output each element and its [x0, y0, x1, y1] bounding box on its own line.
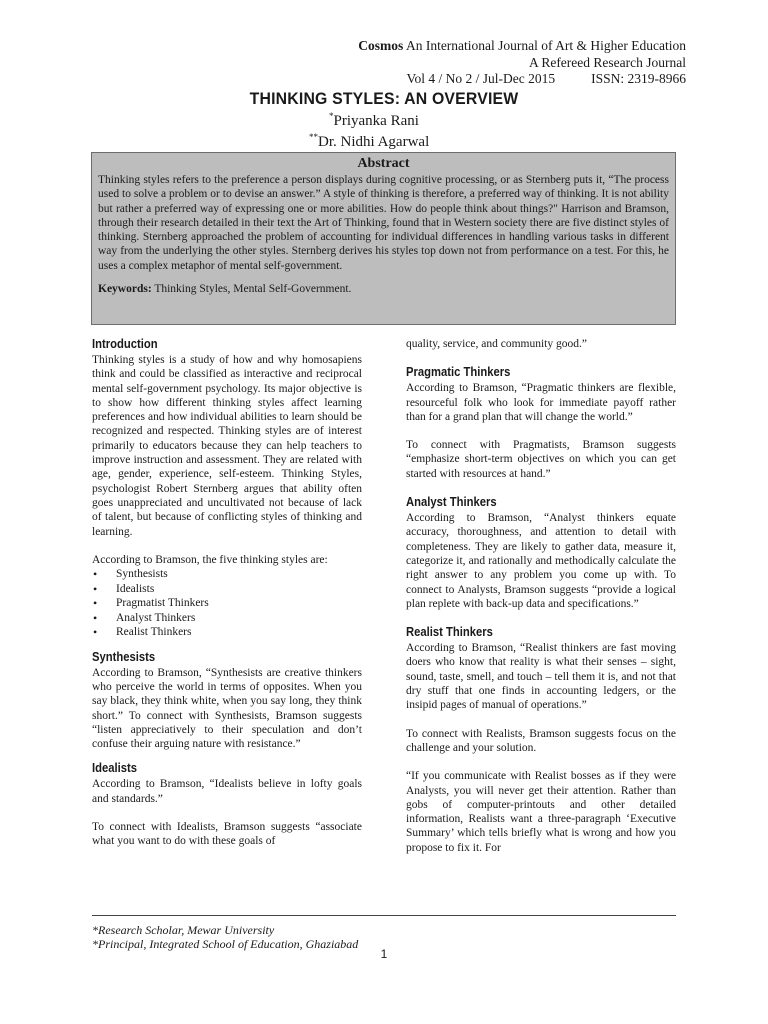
introduction-text: Thinking styles is a study of how and why homosapiens think and could be classified as interactive and reciprocal mental self-government psychology. Its major objective is to show how different thinking styles affect learning preferences and how individual abilities to learn should be recognized and respected. Thinking styles are of interest primarily to educators because they can help teachers to improve instruction and assessment. They are related with age, gender, experience, self-esteem. Thinking Styles, psychologist Robert Sternberg argues that ability often goes unappreciated and uncultivated not because of lack of talent, but because of conflicting styles of thinking and learning.	[92, 354, 362, 538]
journal-name: Cosmos	[358, 38, 404, 53]
journal-volume-line	[406, 70, 686, 87]
list-item: • Pragmatist Thinkers	[92, 596, 362, 611]
realist-connect-text: To connect with Realists, Bramson suggests focus on the challenge and your solution.	[406, 727, 676, 754]
author-1-mark: *	[329, 111, 334, 121]
list-item: • Idealists	[92, 582, 362, 597]
keywords	[98, 282, 669, 296]
left-column	[92, 337, 362, 849]
paper-title: THINKING STYLES: AN OVERVIEW	[249, 89, 519, 108]
author-2-mark: **	[309, 132, 318, 142]
keywords-text: Thinking Styles, Mental Self-Government.	[151, 283, 352, 296]
journal-subtitle: A Refereed Research Journal	[528, 55, 686, 70]
realist-quote-text: “If you communicate with Realist bosses as if they were Analysts, you will never get their attention. Rather than gobs of computer-printouts and other detailed information, Realists want a three-paragraph ‘Executive Summary’ which tells briefly what is wrong and how you propose to fix it. For	[406, 770, 676, 854]
section-heading-pragmatic: Pragmatic Thinkers	[406, 365, 511, 380]
pragmatic-connect-text: To connect with Pragmatists, Bramson suggests “emphasize short-term objectives on which you can get started with resources at hand.”	[406, 439, 676, 480]
journal-volume: Vol 4 / No 2 / Jul-Dec 2015	[406, 71, 556, 86]
section-heading-realist: Realist Thinkers	[406, 625, 493, 640]
analyst-text: According to Bramson, “Analyst thinkers equate accuracy, thoroughness, and attention to detail with completeness. They are likely to gather data, measure it, categorize it, and rationally and methodically calculate the right answer to any problem you come up with. To connect to Analysts, Bramson suggests “provide a logical plan replete with back-up data and specifications.”	[406, 512, 676, 610]
journal-header	[358, 37, 686, 54]
abstract-box	[91, 152, 676, 325]
author-1-name: Priyanka Rani	[333, 113, 419, 129]
section-heading-synthesists: Synthesists	[92, 649, 156, 664]
author-2-name: Dr. Nidhi Agarwal	[318, 134, 430, 150]
section-heading-introduction: Introduction	[92, 337, 158, 351]
author-2	[309, 134, 429, 151]
keywords-label: Keywords:	[98, 283, 152, 296]
idealists-text: According to Bramson, “Idealists believe in lofty goals and standards.”	[92, 778, 362, 805]
author-1	[329, 113, 419, 130]
journal-full-title: An International Journal of Art & Higher Education	[403, 38, 686, 53]
abstract-text: Thinking styles refers to the preference a person displays during cognitive processing, or as Sternberg puts it, “The process used to solve a problem or to devise an answer.” A style of thinking is therefore, a preferred way of thinking. It is not ability but rather a preferred way of expressing one or more abilities. How do people think about things?" Harrison and Bramson, through their research detailed in their text the Art of Thinking, found that in Western society there are five distinct styles of thinking. Sternberg approached the problem of accounting for individual differences in handling various tasks in different way from the underlying the other styles. Sternberg derives his styles top down not from performance on a test. For this, he uses a complex metaphor of mental self-government.	[98, 174, 669, 272]
list-item: • Synthesists	[92, 567, 362, 582]
abstract-heading: Abstract	[357, 156, 410, 171]
pragmatic-text: According to Bramson, “Pragmatic thinkers are flexible, resourceful folk who look for immediate payoff rather than for a grand plan that will change the world.”	[406, 382, 676, 423]
section-heading-analyst: Analyst Thinkers	[406, 495, 497, 510]
journal-issn: ISSN: 2319-8966	[591, 71, 686, 86]
idealists-continued-text: quality, service, and community good.”	[406, 338, 587, 350]
styles-list-intro: According to Bramson, the five thinking styles are:	[92, 553, 328, 566]
footnote-2: *Principal, Integrated School of Education, Ghaziabad	[92, 937, 359, 951]
section-heading-idealists: Idealists	[92, 761, 138, 776]
page-number: 1	[380, 947, 388, 961]
idealists-connect-text: To connect with Idealists, Bramson suggests “associate what you want to do with these goals of	[92, 821, 362, 848]
right-column	[406, 337, 676, 855]
footnote-1: *Research Scholar, Mewar University	[92, 923, 275, 937]
list-item: • Analyst Thinkers	[92, 611, 362, 626]
footnote-divider	[92, 915, 676, 916]
synthesists-text: According to Bramson, “Synthesists are creative thinkers who perceive the world in terms of opposites. When you say black, they think white, when you say long, they think short.” To connect with Synthesists, Bramson suggests “listen appreciatively to their speculation and don’t confuse their arguing nature with resistance.”	[92, 666, 362, 751]
list-item: • Realist Thinkers	[92, 625, 362, 640]
thinking-styles-list	[92, 567, 362, 640]
realist-text: According to Bramson, “Realist thinkers are fast moving doers who know that reality is what their senses – sight, sound, taste, smell, and touch – tell them it is, and not that dry stuff that one finds in accounting ledgers, or the insipid pages of manual of operations.”	[406, 642, 676, 712]
